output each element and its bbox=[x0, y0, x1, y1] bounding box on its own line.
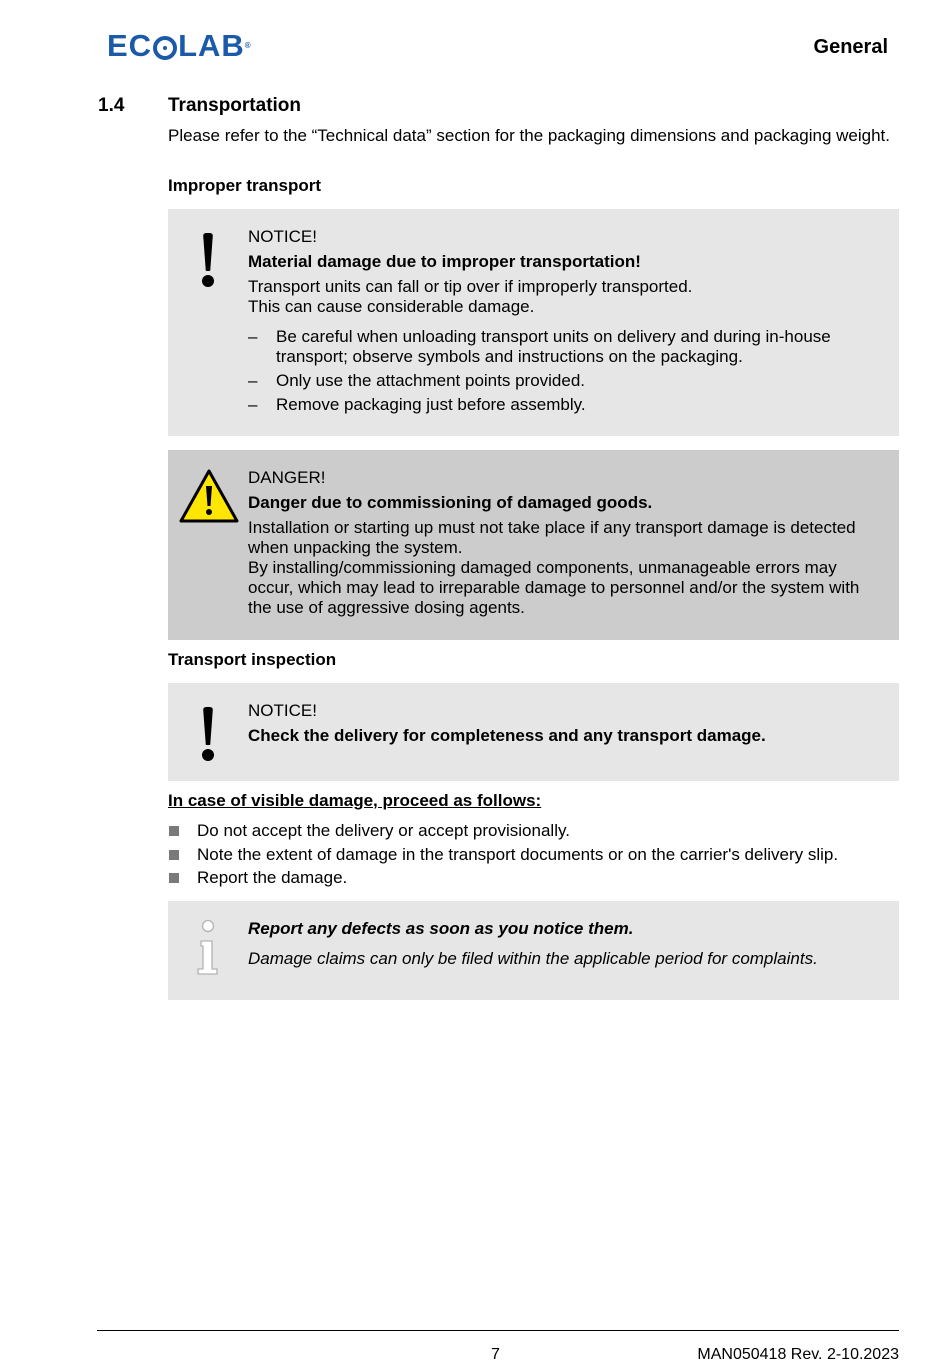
info-body: Damage claims can only be filed within the applicable period for complaints. bbox=[248, 949, 818, 968]
notice-body-line: Transport units can fall or tip over if improperly transported. bbox=[248, 277, 693, 296]
danger-box bbox=[168, 450, 899, 640]
danger-body-line: Installation or starting up must not take place if any transport damage is detected when unpacking the system. bbox=[248, 518, 856, 557]
info-box bbox=[168, 901, 899, 1000]
damage-steps-list bbox=[168, 821, 838, 892]
section-intro: Please refer to the “Technical data” section for the packaging dimensions and packaging weight. bbox=[168, 126, 890, 145]
page-number: 7 bbox=[491, 1346, 500, 1363]
notice-box-improper-transport bbox=[168, 209, 899, 436]
notice-lead: Check the delivery for completeness and any transport damage. bbox=[248, 726, 766, 745]
notice-title: NOTICE! bbox=[248, 227, 317, 246]
damage-procedure-heading: In case of visible damage, proceed as follows: bbox=[168, 791, 542, 810]
exclamation-icon bbox=[198, 707, 218, 763]
document-id: MAN050418 Rev. 2-10.2023 bbox=[697, 1346, 899, 1363]
transport-inspection-heading: Transport inspection bbox=[168, 650, 337, 669]
list-item: – Be careful when unloading transport units on delivery and during in-house transport; observe symbols and instructions on the packaging. bbox=[248, 327, 885, 367]
list-item: Do not accept the delivery or accept provisionally. bbox=[168, 821, 838, 841]
header-section-label: General bbox=[813, 36, 888, 58]
info-icon bbox=[192, 919, 224, 977]
danger-body-line: By installing/commissioning damaged components, unmanageable errors may occur, which may lead to irreparable damage to personnel and/or the system with the use of aggressive dosing agents. bbox=[248, 558, 860, 617]
notice-lead: Material damage due to improper transportation! bbox=[248, 252, 641, 271]
list-item: Note the extent of damage in the transport documents or on the carrier's delivery slip. bbox=[168, 845, 838, 865]
footer-divider bbox=[97, 1330, 899, 1331]
ecolab-logo bbox=[107, 28, 257, 64]
notice-box-inspection bbox=[168, 683, 899, 781]
info-lead: Report any defects as soon as you notice them. bbox=[248, 919, 634, 938]
list-item: Report the damage. bbox=[168, 868, 838, 888]
warning-triangle-icon bbox=[178, 468, 240, 524]
logo-wordmark: EC LAB® bbox=[107, 28, 252, 63]
list-item: – Remove packaging just before assembly. bbox=[248, 395, 885, 415]
danger-title: DANGER! bbox=[248, 468, 326, 487]
notice-title: NOTICE! bbox=[248, 701, 317, 720]
notice-body-line: This can cause considerable damage. bbox=[248, 297, 535, 316]
improper-transport-heading: Improper transport bbox=[168, 176, 322, 195]
section-title: Transportation bbox=[168, 95, 302, 116]
exclamation-icon bbox=[198, 233, 218, 289]
notice-list bbox=[248, 327, 885, 415]
section-number: 1.4 bbox=[98, 95, 125, 116]
danger-lead: Danger due to commissioning of damaged goods. bbox=[248, 493, 653, 512]
list-item: – Only use the attachment points provided. bbox=[248, 371, 885, 391]
